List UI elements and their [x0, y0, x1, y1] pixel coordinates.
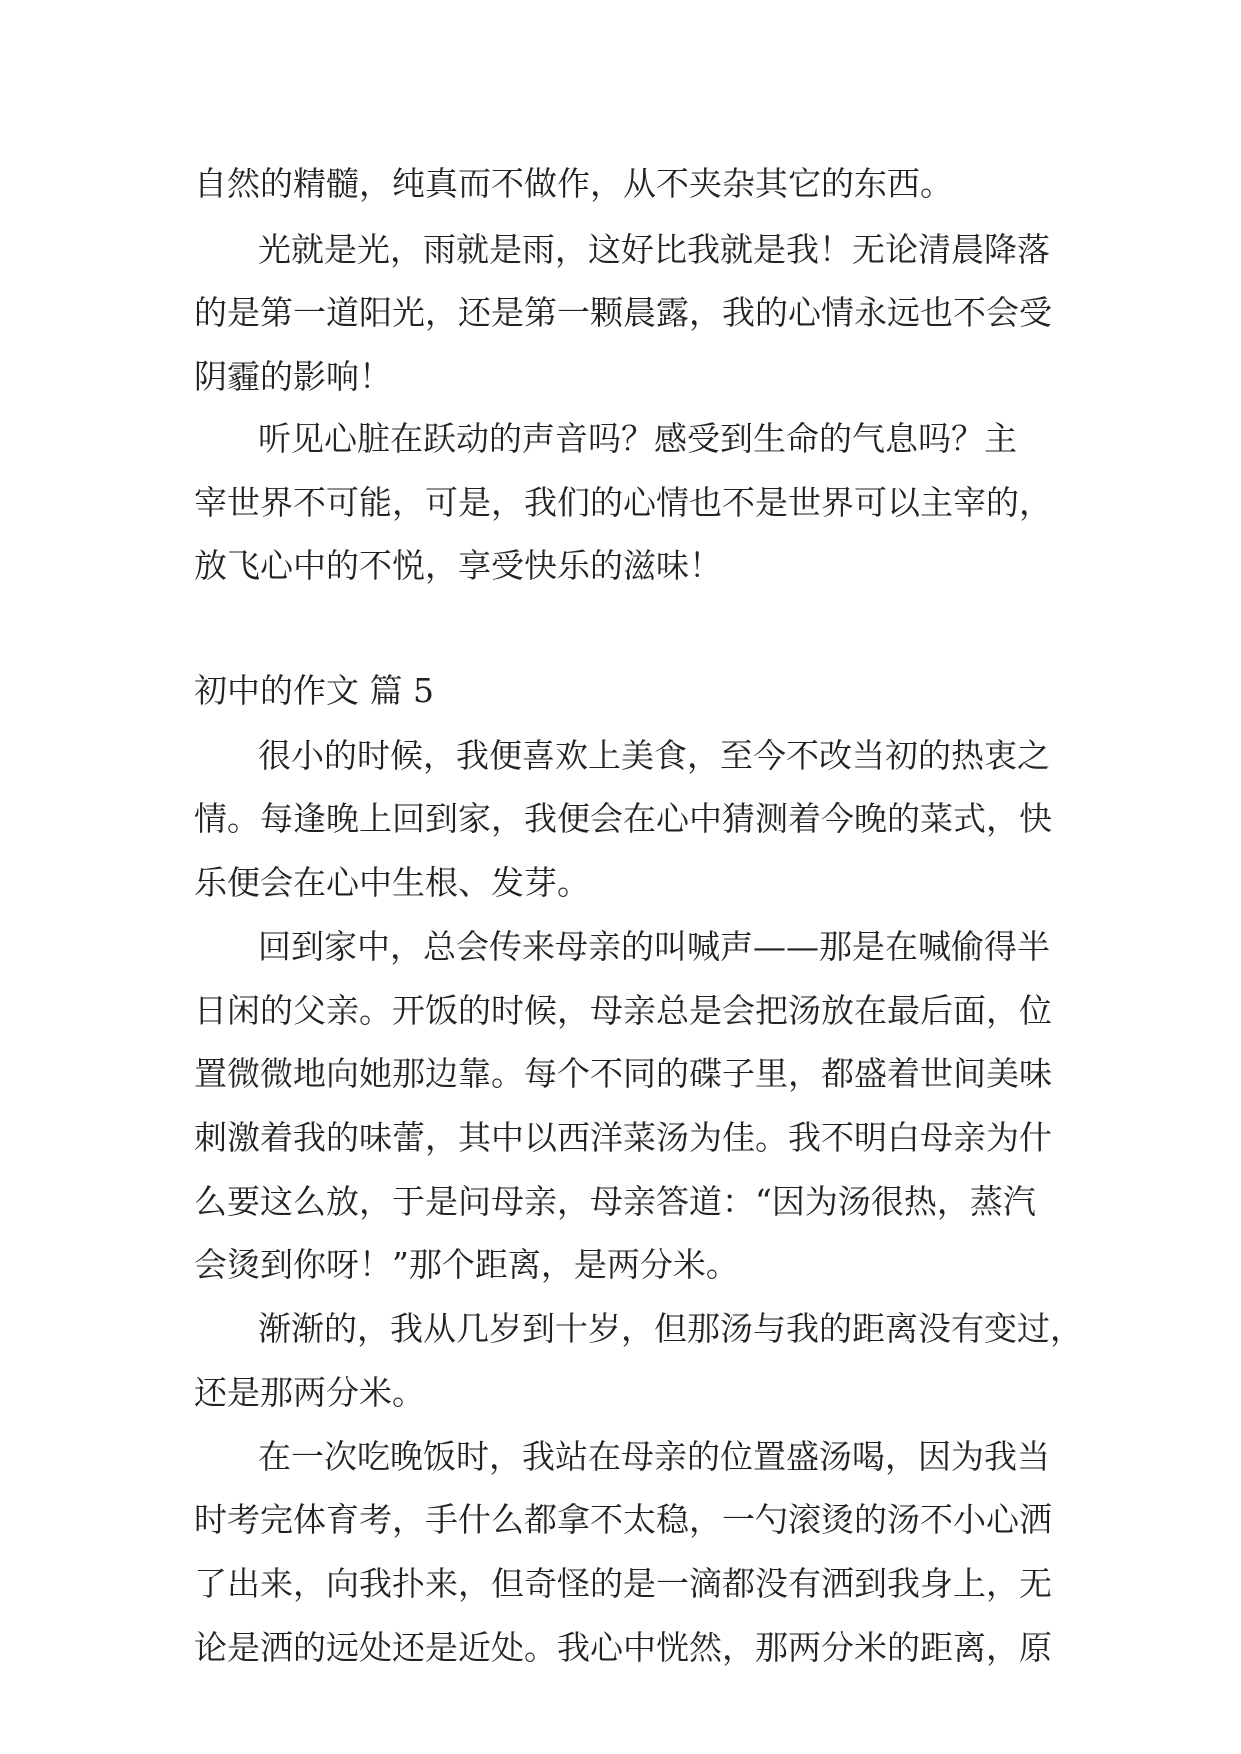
text-line: 论是洒的远处还是近处。我心中恍然，那两分米的距离，原: [194, 1628, 1052, 1667]
paragraph-first-line: 回到家中，总会传来母亲的叫喊声——那是在喊偷得半: [258, 927, 1050, 966]
text-line: 放飞心中的不悦，享受快乐的滋味！: [194, 546, 722, 585]
text-line: 刺激着我的味蕾，其中以西洋菜汤为佳。我不明白母亲为什: [194, 1118, 1052, 1157]
text-line: 了出来，向我扑来，但奇怪的是一滴都没有洒到我身上，无: [194, 1564, 1052, 1603]
text-line: 会烫到你呀！”那个距离，是两分米。: [194, 1245, 739, 1284]
text-line: 自然的精髓，纯真而不做作，从不夹杂其它的东西。: [194, 164, 953, 203]
section-heading: 初中的作文 篇 5: [194, 671, 434, 710]
paragraph-first-line: 很小的时候，我便喜欢上美食，至今不改当初的热衷之: [258, 736, 1050, 775]
text-line: 乐便会在心中生根、发芽。: [194, 863, 590, 902]
text-line: 宰世界不可能，可是，我们的心情也不是世界可以主宰的，: [194, 483, 1052, 522]
text-line: 的是第一道阳光，还是第一颗晨露，我的心情永远也不会受: [194, 293, 1052, 332]
text-line: 么要这么放，于是问母亲，母亲答道：“因为汤很热，蒸汽: [194, 1182, 1036, 1221]
text-line: 置微微地向她那边靠。每个不同的碟子里，都盛着世间美味: [194, 1054, 1052, 1093]
paragraph-first-line: 光就是光，雨就是雨，这好比我就是我！无论清晨降落: [258, 230, 1050, 269]
text-line: 还是那两分米。: [194, 1373, 425, 1412]
text-line: 时考完体育考，手什么都拿不太稳，一勺滚烫的汤不小心洒: [194, 1500, 1052, 1539]
paragraph-first-line: 听见心脏在跃动的声音吗？感受到生命的气息吗？主: [258, 419, 1017, 458]
paragraph-first-line: 渐渐的，我从几岁到十岁，但那汤与我的距离没有变过，: [258, 1309, 1083, 1348]
paragraph-first-line: 在一次吃晚饭时，我站在母亲的位置盛汤喝，因为我当: [258, 1437, 1050, 1476]
text-line: 日闲的父亲。开饭的时候，母亲总是会把汤放在最后面，位: [194, 991, 1052, 1030]
text-line: 情。每逢晚上回到家，我便会在心中猜测着今晚的菜式，快: [194, 799, 1052, 838]
text-line: 阴霾的影响！: [194, 357, 392, 396]
